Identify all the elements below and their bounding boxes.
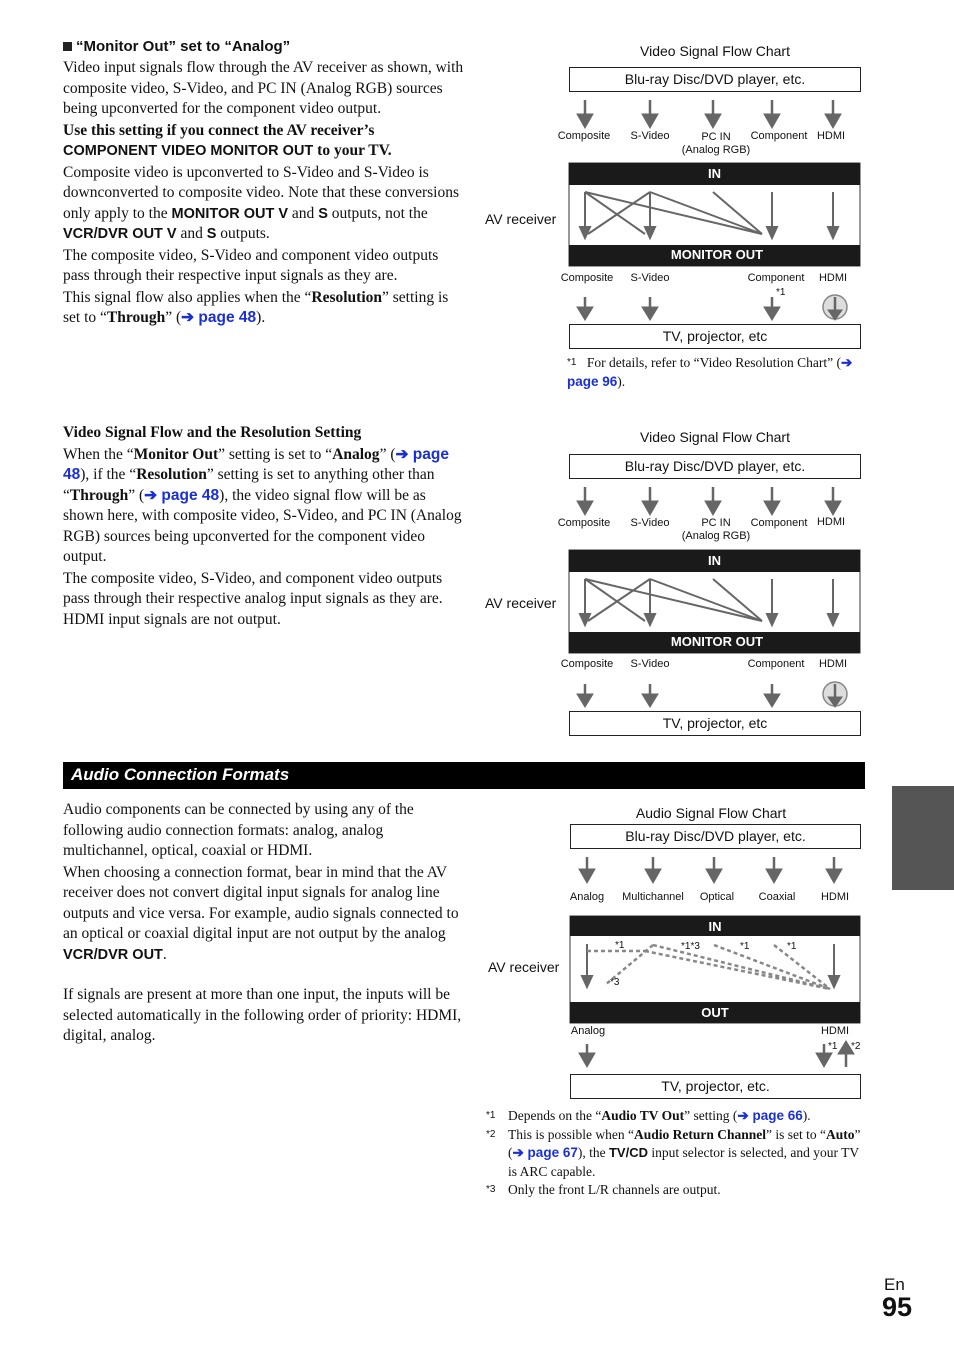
- out-label: OUT: [701, 1005, 729, 1020]
- source-box: Blu-ray Disc/DVD player, etc.: [570, 824, 861, 849]
- in-label: IN: [708, 166, 721, 181]
- section-title-bar: [63, 762, 865, 789]
- input-label: Composite: [557, 517, 611, 529]
- input-label: Component: [750, 517, 808, 529]
- output-label: Component: [747, 272, 805, 284]
- output-label: Component: [747, 658, 805, 670]
- chart-title: Video Signal Flow Chart: [640, 429, 790, 445]
- input-label: S-Video: [630, 517, 670, 529]
- in-label: IN: [708, 553, 721, 568]
- source-box: Blu-ray Disc/DVD player, etc.: [569, 454, 861, 479]
- note-mark: *1: [615, 940, 625, 951]
- paragraph: This signal flow also applies when the “Resolution” setting is set to “Through” (➔ page 48).: [63, 288, 449, 326]
- chart-title: Video Signal Flow Chart: [640, 43, 790, 59]
- input-arrows: [577, 100, 841, 128]
- input-label: HDMI: [816, 130, 846, 142]
- note-mark: *1: [787, 941, 797, 952]
- video-flow-diagram-2: [550, 479, 870, 711]
- footnote: *1 Depends on the “Audio TV Out” setting (➔ page 66).: [486, 1108, 811, 1123]
- source-box: Blu-ray Disc/DVD player, etc.: [569, 67, 861, 92]
- destination-box: TV, projector, etc: [569, 324, 861, 349]
- section-resolution-setting: [63, 423, 465, 631]
- paragraph: Video input signals flow through the AV receiver as shown, with composite video, S-Video, and PC IN (Analog RGB) sources being upconverted for the component video output.: [63, 59, 464, 117]
- note-mark: *1: [776, 287, 786, 298]
- output-label: Composite: [560, 658, 614, 670]
- note-mark: *1: [828, 1041, 838, 1052]
- input-label: Multichannel: [622, 891, 684, 903]
- section-monitor-out-analog: [63, 38, 465, 330]
- section-heading: Video Signal Flow and the Resolution Setting: [63, 424, 362, 441]
- input-label: Coaxial: [758, 891, 796, 903]
- paragraph: Audio components can be connected by using any of the following audio connection formats: analog, analog multichannel, optical, coaxial or HDMI.: [63, 801, 414, 859]
- input-label: Optical: [699, 891, 735, 903]
- paragraph: Composite video is upconverted to S-Video and S-Video is downconverted to composite video. Note that these conversions only apply to the MONITOR OUT V and S outputs, not the VCR/DVR OUT V and S outputs.: [63, 163, 460, 242]
- paragraph: When choosing a connection format, bear in mind that the AV receiver does not convert digital input signals for analog line outputs and vice versa. For example, audio signals connected to an optical or coaxial digital input are not output by the analog VCR/DVR OUT.: [63, 863, 459, 963]
- page-link[interactable]: ➔ page 48: [144, 486, 220, 504]
- page-link[interactable]: ➔ page 96: [567, 355, 853, 389]
- footnote: *2 This is possible when “Audio Return Channel” is set to “Auto” (➔ page 67), the TV/CD input selector is selected, and your TV is ARC capable.: [486, 1126, 861, 1179]
- in-label: IN: [708, 919, 722, 934]
- page-link[interactable]: ➔ page 67: [512, 1145, 578, 1160]
- section-heading: “Monitor Out” set to “Analog”: [63, 38, 465, 55]
- input-label: HDMI: [820, 891, 850, 903]
- audio-text: [63, 800, 465, 1048]
- receiver-label: AV receiver: [485, 211, 557, 227]
- output-label: Analog: [570, 1025, 606, 1037]
- paragraph: When the “Monitor Out” setting is set to “Analog” (➔ page 48), if the “Resolution” setting is set to anything other than “Through” (➔ page 48), the video signal flow will be as shown here, with composite video, S-Video, and PC IN (Analog RGB) sources being upconverted for the component video output.: [63, 445, 462, 565]
- audio-flow-diagram: [560, 849, 870, 1073]
- output-label: HDMI: [820, 1025, 850, 1037]
- input-label: PC IN: [701, 517, 731, 529]
- paragraph: If signals are present at more than one input, the inputs will be selected automatically in the following order of priority: HDMI, digital, analog.: [63, 986, 462, 1044]
- page-number: 95: [882, 1292, 913, 1322]
- output-label: Composite: [560, 272, 614, 284]
- receiver-label: AV receiver: [485, 595, 557, 611]
- destination-box: TV, projector, etc: [569, 711, 861, 736]
- paragraph: The composite video, S-Video, and component video outputs pass through their respective analog input signals as they are. HDMI input signals are not output.: [63, 569, 443, 628]
- paragraph: The composite video, S-Video and component video outputs pass through their respective input signals as they are.: [63, 246, 439, 284]
- page-link[interactable]: ➔ page 48: [63, 445, 449, 483]
- input-label: PC IN: [701, 131, 731, 143]
- audio-footnotes: [486, 1107, 871, 1200]
- square-bullet-icon: [63, 42, 72, 51]
- output-label: S-Video: [630, 658, 670, 670]
- note-mark: *1: [740, 941, 750, 952]
- chart-title: Audio Signal Flow Chart: [635, 805, 787, 821]
- side-tab: [892, 786, 954, 890]
- language-label: En: [884, 1275, 905, 1294]
- note-mark: *1*3: [681, 941, 700, 952]
- input-label: Analog: [569, 891, 605, 903]
- output-label: HDMI: [818, 272, 848, 284]
- input-label: (Analog RGB): [681, 144, 751, 156]
- input-label: Component: [750, 130, 808, 142]
- destination-box: TV, projector, etc.: [570, 1074, 861, 1099]
- output-label: S-Video: [630, 272, 670, 284]
- input-label: S-Video: [630, 130, 670, 142]
- output-label: HDMI: [818, 658, 848, 670]
- monitor-out-label: MONITOR OUT: [670, 247, 764, 262]
- monitor-out-label: MONITOR OUT: [670, 634, 764, 649]
- footnote: $^{*1}$ For details, refer to “Video Resolution Chart” (➔ page 96).: [567, 355, 853, 389]
- input-label: HDMI: [816, 516, 846, 528]
- page-link[interactable]: ➔ page 66: [737, 1108, 803, 1123]
- note-mark: *3: [610, 977, 620, 988]
- receiver-label: AV receiver: [488, 959, 560, 975]
- footnote: *3 Only the front L/R channels are output.: [486, 1182, 721, 1197]
- page-link[interactable]: ➔ page 48: [181, 309, 257, 326]
- paragraph: Use this setting if you connect the AV receiver’s COMPONENT VIDEO MONITOR OUT to your TV.: [63, 121, 392, 159]
- note-mark: *2: [851, 1041, 861, 1052]
- input-label: Composite: [557, 130, 611, 142]
- video-flow-diagram-1: [550, 92, 870, 322]
- input-label: (Analog RGB): [681, 530, 751, 542]
- section-title: Audio Connection Formats: [71, 765, 290, 784]
